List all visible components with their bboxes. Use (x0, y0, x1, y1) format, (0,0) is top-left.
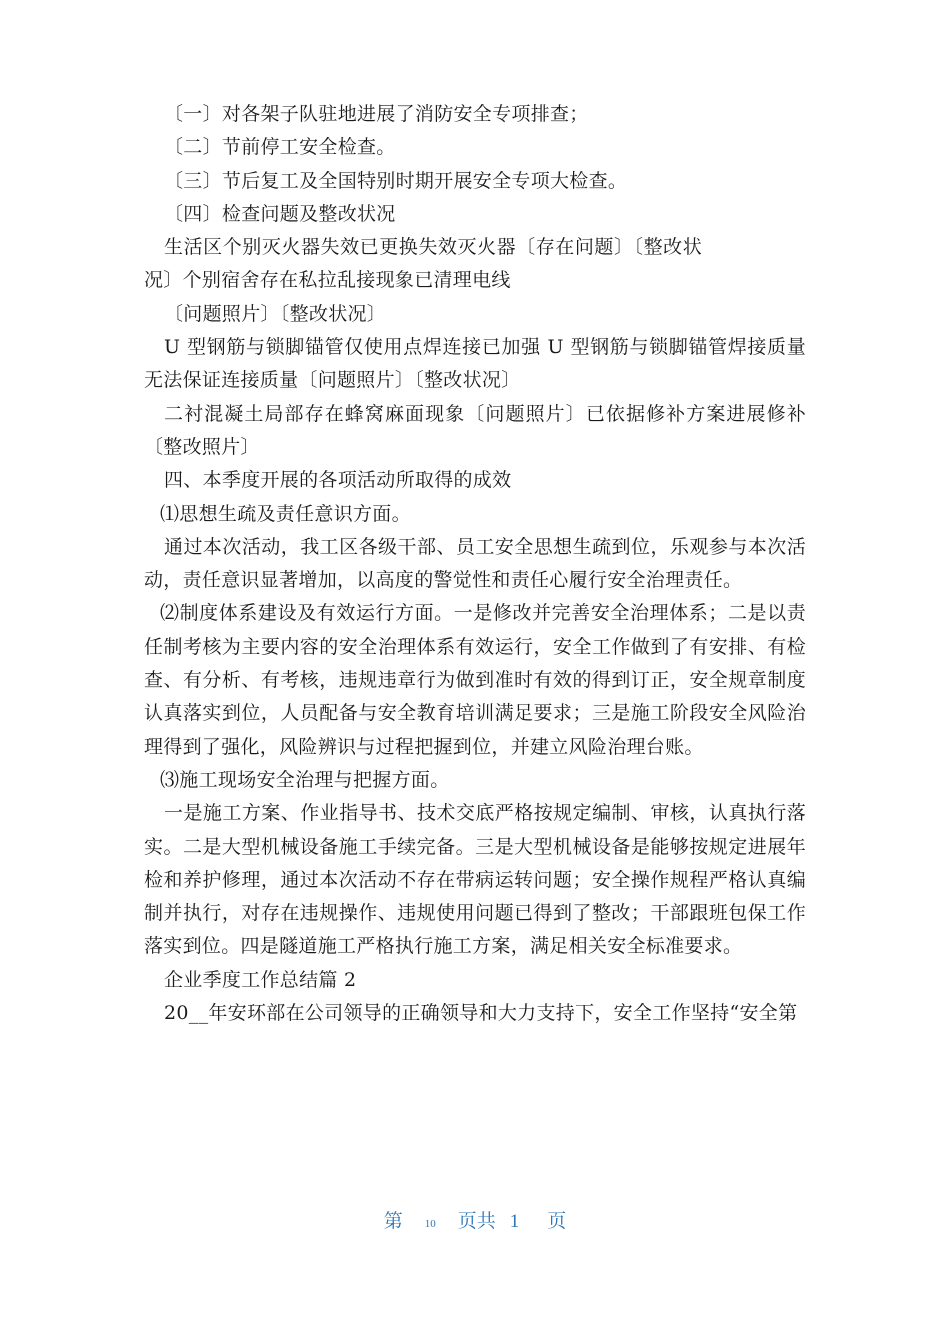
paragraph: 〔三〕节后复工及全国特别时期开展安全专项大检查。 (164, 169, 628, 192)
paragraph: U 型钢筋与锁脚锚管仅使用点焊连接已加强 U 型钢筋与锁脚锚管焊接质量无法保证连接质量〔问题照片〕〔整改状况〕 (144, 336, 806, 392)
paragraph: 〔一〕对各架子队驻地进展了消防安全专项排查； (164, 103, 589, 125)
article-title: 企业季度工作总结篇 2 (164, 968, 357, 991)
subsection-heading: ⑴思想生疏及责任意识方面。 (160, 502, 411, 525)
footer-total: 1 (509, 1211, 520, 1232)
footer-prefix: 第 (383, 1211, 403, 1232)
footer-suffix: 页 (547, 1211, 567, 1232)
paragraph: 生活区个别灭火器失效已更换失效灭火器〔存在问题〕〔整改状况〕个别宿舍存在私拉乱接现象已清理电线 (144, 236, 702, 292)
paragraph: 〔二〕节前停工安全检查。 (164, 136, 396, 159)
footer-page-number: 10 (424, 1218, 436, 1230)
footer-middle: 页共 (457, 1211, 496, 1232)
paragraph: 〔问题照片〕〔整改状况〕 (164, 302, 387, 325)
paragraph: 一是施工方案、作业指导书、技术交底严格按规定编制、审核，认真执行落实。二是大型机械设备施工手续完备。三是大型机械设备是能够按规定进展年检和养护修理，通过本次活动不存在带病运转问题；安全操作规程严格认真编制并执行，对存在违规操作、违规使用问题已得到了整改；干部跟班包保工作落实到位。四是隧道施工严格执行施工方案，满足相关安全标准要求。 (144, 802, 806, 958)
paragraph: 〔四〕检查问题及整改状况 (164, 202, 396, 225)
paragraph: 二衬混凝土局部存在蜂窝麻面现象〔问题照片〕已依据修补方案进展修补〔整改照片〕 (144, 402, 806, 458)
document-body (144, 98, 806, 1030)
section-heading: 四、本季度开展的各项活动所取得的成效 (164, 469, 512, 492)
paragraph: 通过本次活动，我工区各级干部、员工安全思想生疏到位，乐观参与本次活动，责任意识显著增加，以高度的警觉性和责任心履行安全治理责任。 (144, 535, 806, 592)
subsection-heading: ⑶施工现场安全治理与把握方面。 (160, 768, 450, 791)
paragraph: 20__年安环部在公司领导的正确领导和大力支持下，安全工作坚持“安全第 (164, 1002, 798, 1025)
paragraph: ⑵制度体系建设及有效运行方面。一是修改并完善安全治理体系；二是以责任制考核为主要内容的安全治理体系有效运行，安全工作做到了有安排、有检查、有分析、有考核，违规违章行为做到准时有效的得到订正，安全规章制度认真落实到位，人员配备与安全教育培训满足要求；三是施工阶段安全风险治理得到了强化，风险辨识与过程把握到位，并建立风险治理台账。 (144, 602, 806, 758)
page-footer (0, 1208, 950, 1238)
